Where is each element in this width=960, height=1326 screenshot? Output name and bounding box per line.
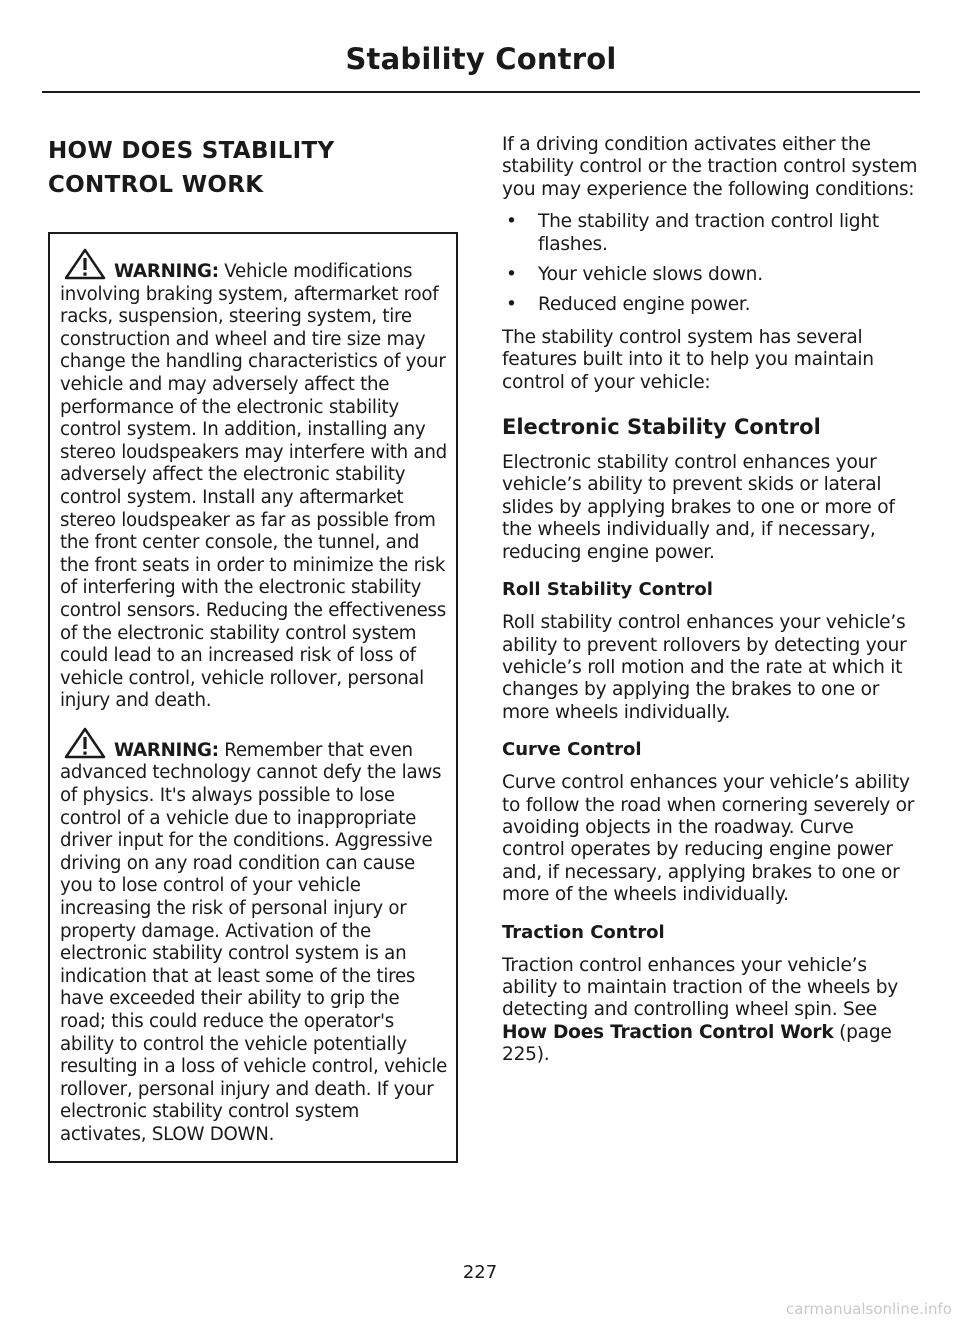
warning-box — [48, 232, 458, 1163]
list-item — [502, 294, 918, 316]
list-item-text: Your vehicle slows down. — [538, 264, 763, 286]
warning-paragraph-1 — [60, 248, 448, 713]
list-item-text: Reduced engine power. — [538, 294, 751, 316]
warning-triangle-icon — [64, 248, 106, 280]
traction-text-after: (page 225). — [502, 1021, 892, 1066]
page-title: Stability Control — [345, 42, 617, 76]
right-column — [502, 134, 918, 1077]
section-title-line2: CONTROL WORK — [48, 172, 264, 198]
esc-paragraph: Electronic stability control enhances your vehicle’s ability to prevent skids or lateral slides by applying brakes to one or more of the wheels individually and, if necessary, reducing engine power. — [502, 452, 895, 563]
section-title-line1: HOW DOES STABILITY — [48, 138, 335, 164]
warning-paragraph-2 — [60, 727, 448, 1147]
list-item — [502, 211, 918, 256]
bullet-icon: • — [506, 264, 517, 286]
rsc-paragraph: Roll stability control enhances your vehicle’s ability to prevent rollovers by detecting your vehicle’s roll motion and the rate at which it changes by applying the brakes to one or more wheels individually. — [502, 612, 907, 723]
traction-control-paragraph — [502, 955, 918, 1067]
warning-label: WARNING: — [114, 739, 219, 761]
left-column — [48, 134, 458, 1163]
list-item-text: The stability and traction control light flashes. — [538, 211, 879, 255]
header-rule — [42, 91, 920, 93]
curve-control-paragraph: Curve control enhances your vehicle’s ability to follow the road when cornering severely or avoiding objects in the roadway. Curve control operates by reducing engine power and, if necessary, applying brakes to one or more of the wheels individually. — [502, 772, 915, 906]
esc-heading: Electronic Stability Control — [502, 415, 821, 440]
bullet-icon: • — [506, 294, 517, 316]
warning-text: Vehicle modifications involving braking system, aftermarket roof racks, suspension, steering system, tire construction and wheel and tire size may change the handling characteristics of your vehicle and may adversely affect the performance of the electronic stability control system. In addition, installing any stereo loudspeakers may interfere with and adversely affect the electronic stability control system. Install any aftermarket stereo loudspeaker as far as possible from the front center console, the tunnel, and the front seats in order to minimize the risk of interfering with the electronic stability control sensors. Reducing the effectiveness of the electronic stability control system could lead to an increased risk of loss of vehicle control, vehicle rollover, personal injury and death. — [60, 261, 447, 712]
bullet-icon: • — [506, 211, 517, 233]
features-intro: The stability control system has several features built into it to help you maintain control of your vehicle: — [502, 326, 874, 393]
watermark: carmanualsonline.info — [786, 1300, 952, 1318]
conditions-list — [502, 211, 918, 317]
warning-label: WARNING: — [114, 261, 219, 282]
warning-triangle-icon — [64, 727, 106, 759]
traction-control-link[interactable]: How Does Traction Control Work — [502, 1021, 834, 1043]
warning-text: Remember that even advanced technology cannot defy the laws of physics. It's always possible to lose control of a vehicle due to inappropriate driver input for the conditions. Aggressive driving on any road condition can cause you to lose control of your vehicle increasing the risk of personal injury or property damage. Activation of the electronic stability control system is an indication that at least some of the tires have exceeded their ability to grip the road; this could reduce the operator's ability to control the vehicle potentially resulting in a loss of vehicle control, vehicle rollover, personal injury and death. If your electronic stability control system activates, SLOW DOWN. — [60, 739, 448, 1145]
traction-text-before: Traction control enhances your vehicle’s ability to maintain traction of the wheels by detecting and controlling wheel spin. See — [502, 954, 899, 1021]
list-item — [502, 264, 918, 286]
page-number: 227 — [462, 1262, 498, 1283]
traction-control-heading: Traction Control — [502, 921, 665, 943]
rsc-heading: Roll Stability Control — [502, 579, 713, 601]
curve-control-heading: Curve Control — [502, 739, 642, 761]
section-title — [48, 134, 458, 202]
intro-paragraph: If a driving condition activates either the stability control or the traction control system you may experience the following conditions: — [502, 134, 918, 200]
